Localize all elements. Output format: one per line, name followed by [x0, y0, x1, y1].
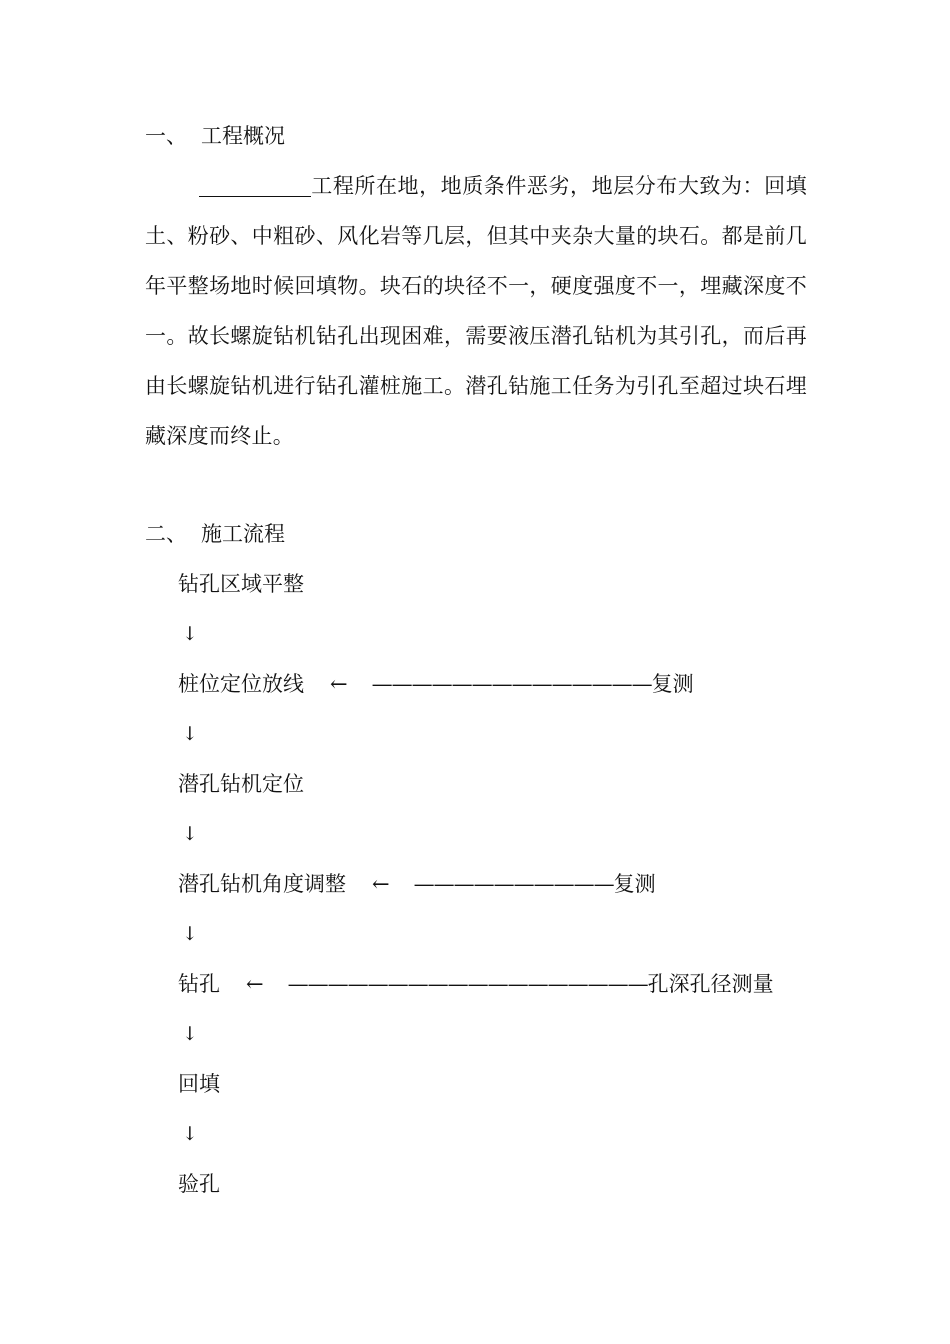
flow-step-label: 潜孔钻机角度调整: [178, 872, 346, 896]
section-1-paragraph-text: 工程所在地，地质条件恶劣，地层分布大致为：回填土、粉砂、中粗砂、风化岩等几层，但其中夹杂大量的块石。都是前几年平整场地时候回填物。块石的块径不一，硬度强度不一，埋藏深度不一。故长螺旋钻机钻孔出现困难，需要液压潜孔钻机为其引孔，而后再由长螺旋钻机进行钻孔灌桩施工。潜孔钻施工任务为引孔至超过块石埋藏深度而终止。: [145, 174, 807, 448]
flow-step-label: 验孔: [178, 1172, 220, 1196]
flow-step-6: [178, 1070, 220, 1098]
down-arrow-icon: ↓: [182, 1023, 198, 1045]
flow-step-4: [178, 870, 656, 898]
flow-step-label: 钻孔区域平整: [178, 572, 304, 596]
down-arrow-icon: ↓: [182, 823, 198, 845]
section-2-number: 二、: [145, 522, 187, 546]
down-arrow-icon: ↓: [182, 1123, 198, 1145]
flow-step-7: [178, 1170, 220, 1198]
section-1-number: 一、: [145, 124, 187, 148]
section-2-title: 施工流程: [201, 522, 285, 546]
down-arrow-icon: ↓: [182, 923, 198, 945]
back-arrow-icon: ←: [372, 872, 390, 896]
down-arrow-icon: ↓: [182, 723, 198, 745]
connector-dashes: ——————————————————: [287, 972, 648, 996]
flow-step-note: 复测: [651, 672, 694, 696]
flow-step-3: [178, 770, 304, 798]
section-1-paragraph: [145, 161, 807, 461]
flow-step-5: [178, 970, 774, 998]
flow-step-label: 潜孔钻机定位: [178, 772, 304, 796]
flow-step-note: 孔深孔径测量: [647, 972, 774, 996]
down-arrow-icon: ↓: [182, 623, 198, 645]
fill-in-blank-line: [199, 176, 311, 197]
section-2-heading: [145, 520, 285, 548]
flow-step-label: 钻孔: [178, 972, 220, 996]
section-1-title: 工程概况: [201, 124, 285, 148]
flow-step-label: 回填: [178, 1072, 220, 1096]
flow-step-1: [178, 570, 304, 598]
connector-dashes: ——————————————: [371, 672, 652, 696]
flow-step-note: 复测: [613, 872, 656, 896]
back-arrow-icon: ←: [246, 972, 264, 996]
section-1-heading: [145, 122, 285, 150]
back-arrow-icon: ←: [330, 672, 348, 696]
connector-dashes: ——————————: [413, 872, 614, 896]
flow-step-label: 桩位定位放线: [178, 672, 304, 696]
flow-step-2: [178, 670, 694, 698]
